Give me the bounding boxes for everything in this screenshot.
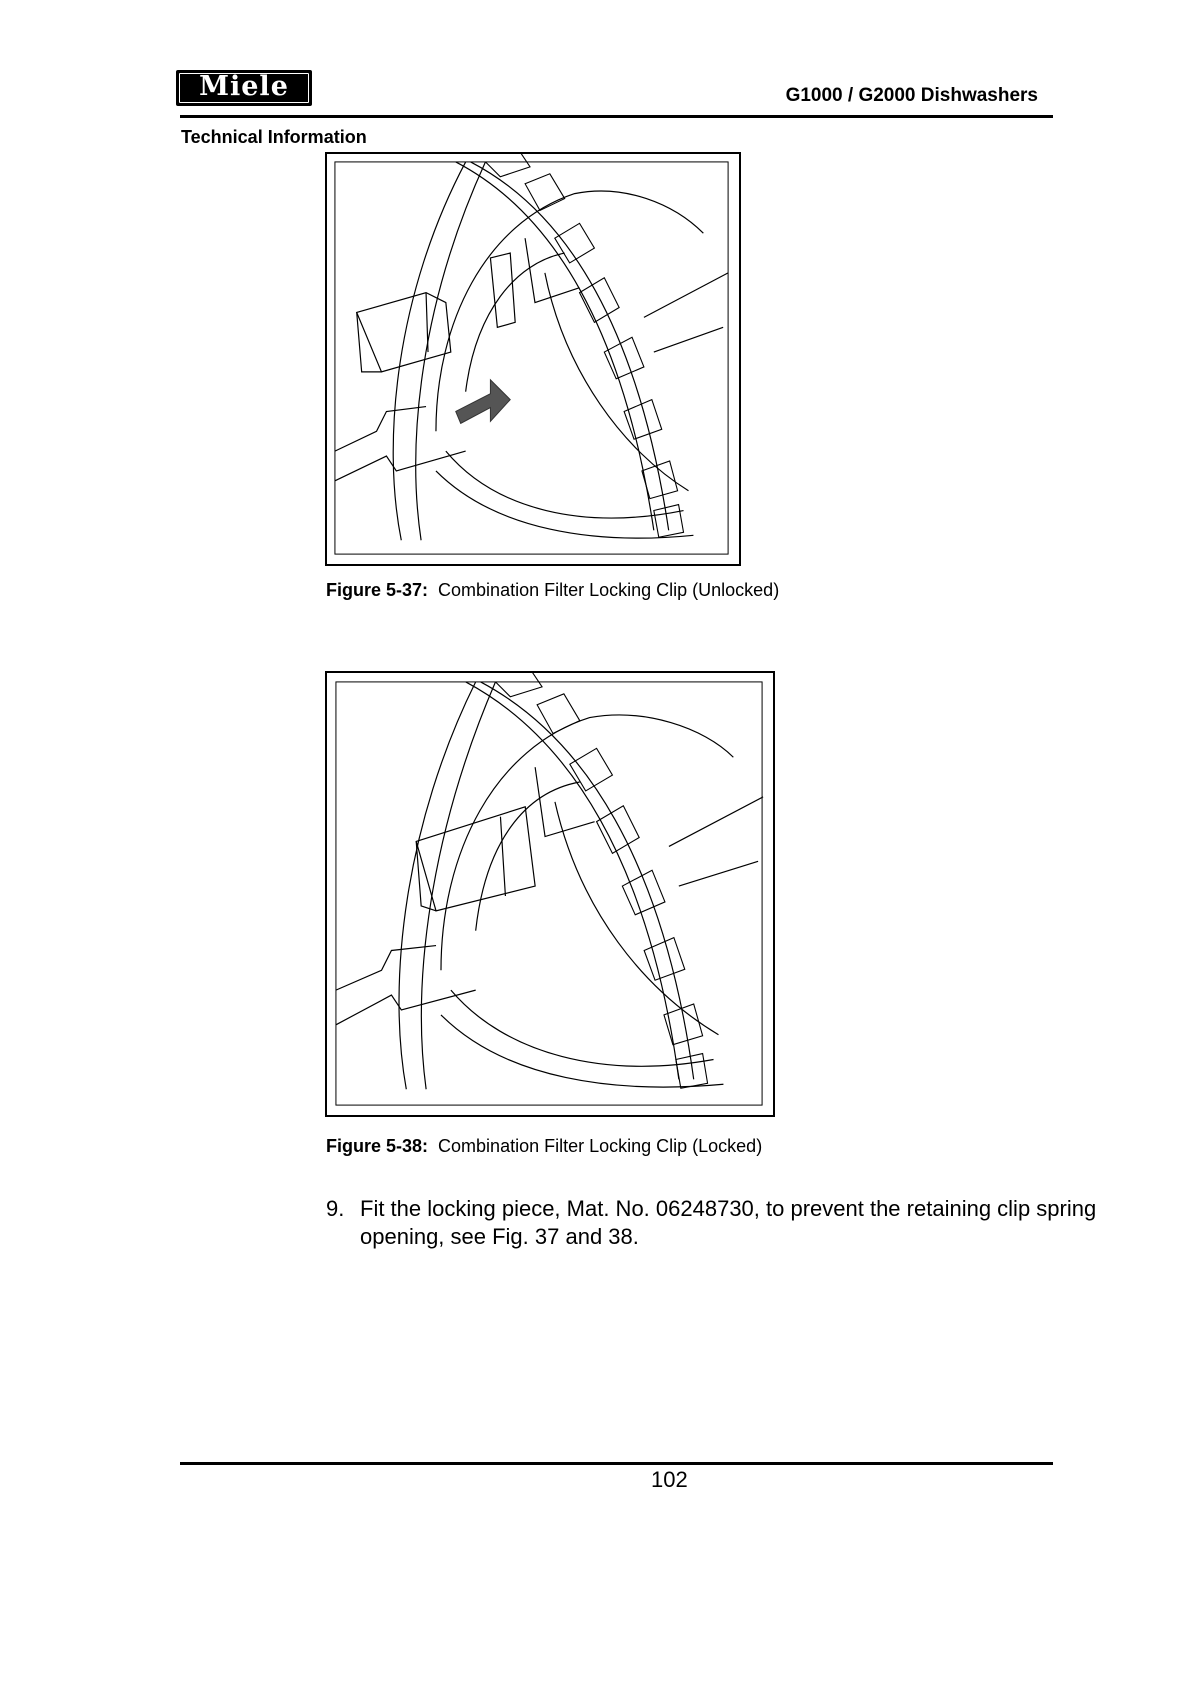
instruction-step-9 (326, 1195, 1126, 1251)
filter-clip-locked-drawing (327, 673, 773, 1115)
miele-logo (176, 70, 312, 106)
filter-clip-unlocked-drawing (327, 154, 739, 564)
figure-5-38-illustration (325, 671, 775, 1117)
figure-5-38-caption (326, 1136, 762, 1157)
header-divider (180, 115, 1053, 118)
document-title: G1000 / G2000 Dishwashers (785, 85, 1038, 106)
figure-5-37-text: Combination Filter Locking Clip (Unlocked) (438, 580, 780, 600)
footer-divider (180, 1462, 1053, 1465)
section-title: Technical Information (181, 127, 367, 147)
figure-5-37-illustration (325, 152, 741, 566)
figure-5-37-label: Figure 5-37: (326, 580, 429, 600)
page-number: 102 (651, 1467, 688, 1492)
figure-5-38-label: Figure 5-38: (326, 1136, 429, 1156)
direction-arrow (456, 380, 510, 424)
logo-text: Miele (199, 71, 289, 102)
figure-5-38-text: Combination Filter Locking Clip (Locked) (438, 1136, 763, 1156)
step-text-line1: Fit the locking piece, Mat. No. 06248730, to prevent the retaining clip spring (360, 1196, 1097, 1221)
step-number: 9. (326, 1196, 345, 1221)
figure-5-37-caption (326, 580, 779, 601)
step-text-line2: opening, see Fig. 37 and 38. (360, 1224, 639, 1249)
